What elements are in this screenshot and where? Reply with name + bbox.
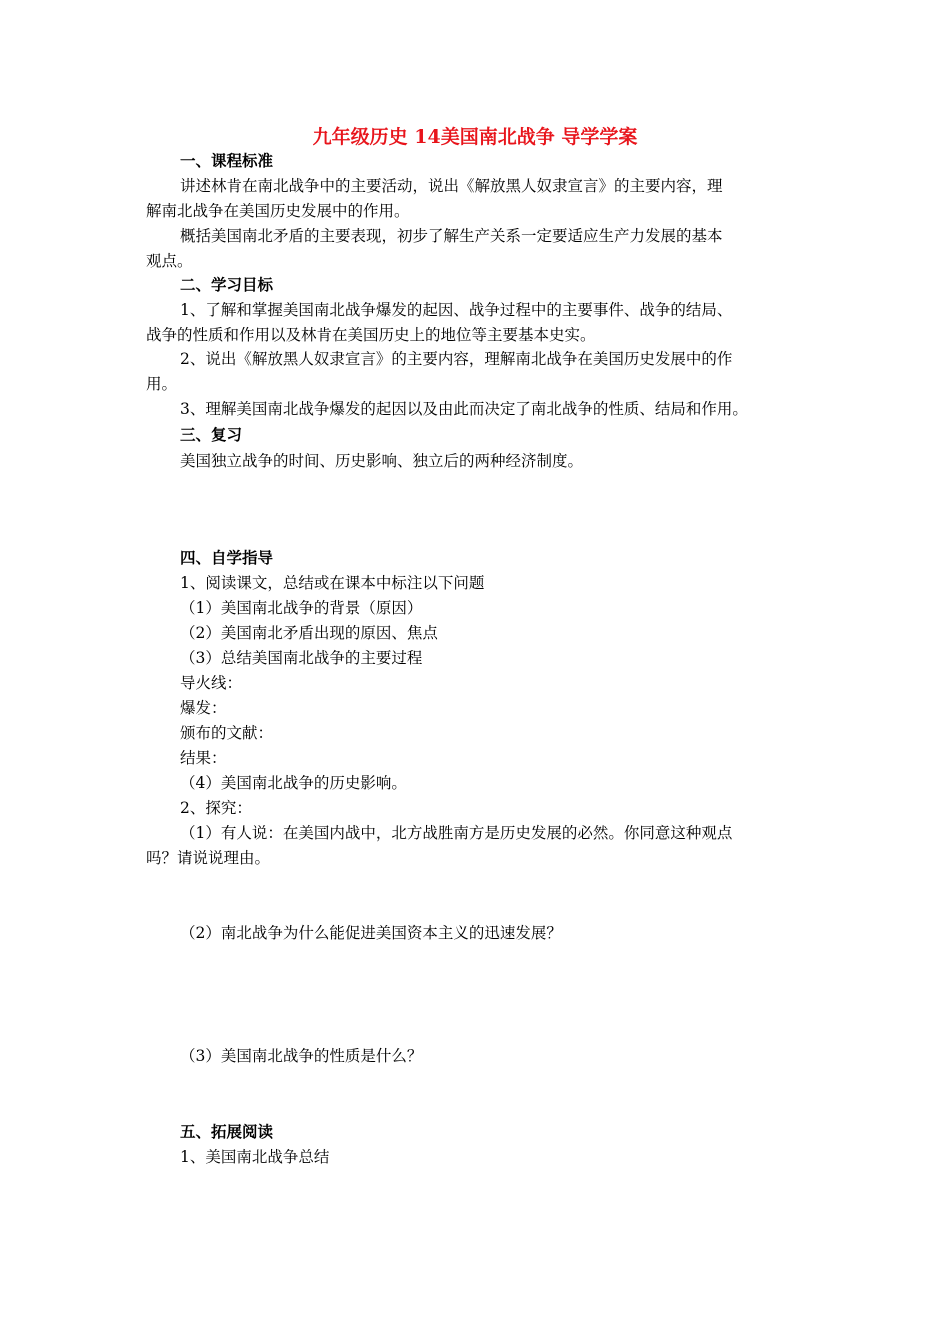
question-line: 1、阅读课文，总结或在课本中标注以下问题	[180, 574, 485, 592]
question-line: 吗？请说说理由。	[146, 849, 271, 867]
fill-in-label: 爆发：	[180, 699, 227, 717]
paragraph-line: 美国独立战争的时间、历史影响、独立后的两种经济制度。	[180, 452, 584, 470]
question-line: （4）美国南北战争的历史影响。	[180, 774, 407, 792]
question-line: （2）南北战争为什么能促进美国资本主义的迅速发展？	[180, 924, 562, 942]
section-heading-self-study-guide: 四、自学指导	[180, 548, 274, 567]
paragraph-line: 概括美国南北矛盾的主要表现，初步了解生产关系一定要适应生产力发展的基本	[180, 227, 723, 245]
paragraph-line: 1、了解和掌握美国南北战争爆发的起因、战争过程中的主要事件、战争的结局、	[180, 301, 733, 319]
document-title: 九年级历史 14美国南北战争 导学学案	[312, 126, 638, 148]
fill-in-label: 颁布的文献：	[180, 724, 274, 742]
question-line: （1）美国南北战争的背景（原因）	[180, 599, 423, 617]
question-line: （1）有人说：在美国内战中，北方战胜南方是历史发展的必然。你同意这种观点	[180, 824, 733, 842]
section-heading-curriculum-standard: 一、课程标准	[180, 151, 274, 170]
paragraph-line: 讲述林肯在南北战争中的主要活动，说出《解放黑人奴隶宣言》的主要内容，理	[180, 177, 723, 195]
question-line: （2）美国南北矛盾出现的原因、焦点	[180, 624, 438, 642]
section-heading-learning-goals: 二、学习目标	[180, 275, 274, 294]
question-line: （3）总结美国南北战争的主要过程	[180, 649, 423, 667]
paragraph-line: 战争的性质和作用以及林肯在美国历史上的地位等主要基本史实。	[146, 326, 596, 344]
fill-in-label: 结果：	[180, 749, 227, 767]
fill-in-label: 导火线：	[180, 674, 243, 692]
paragraph-line: 2、说出《解放黑人奴隶宣言》的主要内容，理解南北战争在美国历史发展中的作	[180, 350, 733, 368]
section-heading-extended-reading: 五、拓展阅读	[180, 1122, 274, 1141]
section-heading-review: 三、复习	[180, 425, 243, 444]
paragraph-line: 观点。	[146, 252, 193, 270]
paragraph-line: 1、美国南北战争总结	[180, 1148, 330, 1166]
paragraph-line: 解南北战争在美国历史发展中的作用。	[146, 202, 410, 220]
paragraph-line: 用。	[146, 375, 178, 393]
question-line: （3）美国南北战争的性质是什么？	[180, 1047, 423, 1065]
paragraph-line: 3、理解美国南北战争爆发的起因以及由此而决定了南北战争的性质、结局和作用。	[180, 400, 748, 418]
question-line: 2、探究：	[180, 799, 252, 817]
